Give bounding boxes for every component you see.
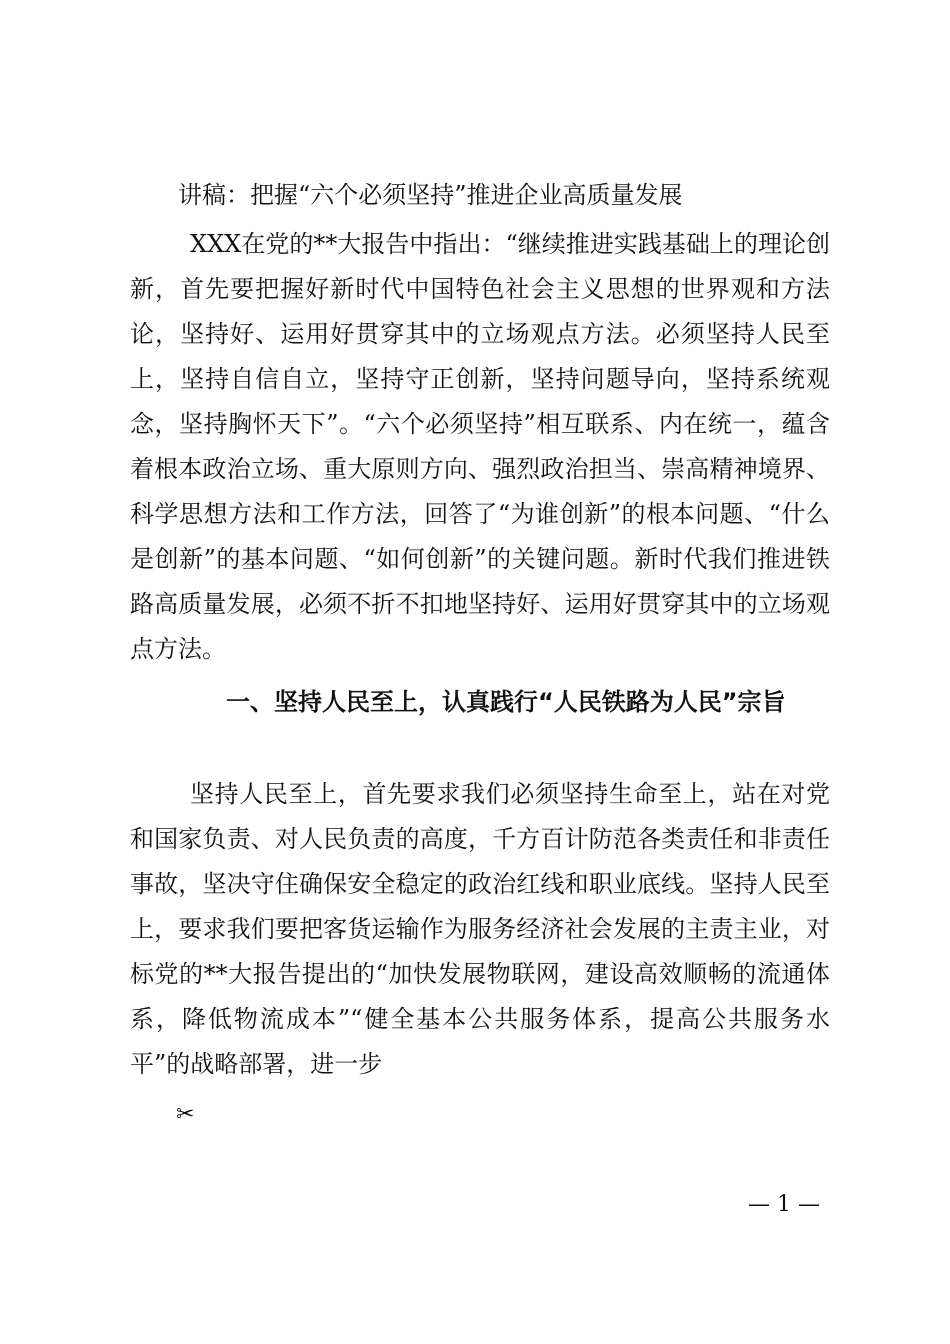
scissors-icon: ✂ (176, 1102, 195, 1127)
paragraph-section-1: 坚持人民至上，首先要求我们必须坚持生命至上，站在对党和国家负责、对人民负责的高度，千方百计防范各类责任和非责任事故，坚决守住确保安全稳定的政治红线和职业底线。坚持人民至上，要求我们要把客货运输作为服务经济社会发展的主责主业，对标党的**大报告提出的“加快发展物联网，建设高效顺畅的流通体系，降低物流成本”“健全基本公共服务体系，提高公共服务水平”的战略部署，进一步 (130, 780, 830, 1078)
page-number: — 1 — (748, 1192, 820, 1217)
document-title: 讲稿：把握“六个必须坚持”推进企业高质量发展 (178, 181, 683, 209)
section-heading-1: 一、坚持人民至上，认真践行“人民铁路为人民”宗旨 (226, 688, 786, 716)
paragraph-intro: XXX在党的**大报告中指出：“继续推进实践基础上的理论创新，首先要把握好新时代中国特色社会主义思想的世界观和方法论，坚持好、运用好贯穿其中的立场观点方法。必须坚持人民至上，坚持自信自立，坚持守正创新，坚持问题导向，坚持系统观念，坚持胸怀天下”。“六个必须坚持”相互联系、内在统一，蕴含着根本政治立场、重大原则方向、强烈政治担当、崇高精神境界、科学思想方法和工作方法，回答了“为谁创新”的根本问题、“什么是创新”的基本问题、“如何创新”的关键问题。新时代我们推进铁路高质量发展，必须不折不扣地坚持好、运用好贯穿其中的立场观点方法。 (130, 230, 830, 663)
